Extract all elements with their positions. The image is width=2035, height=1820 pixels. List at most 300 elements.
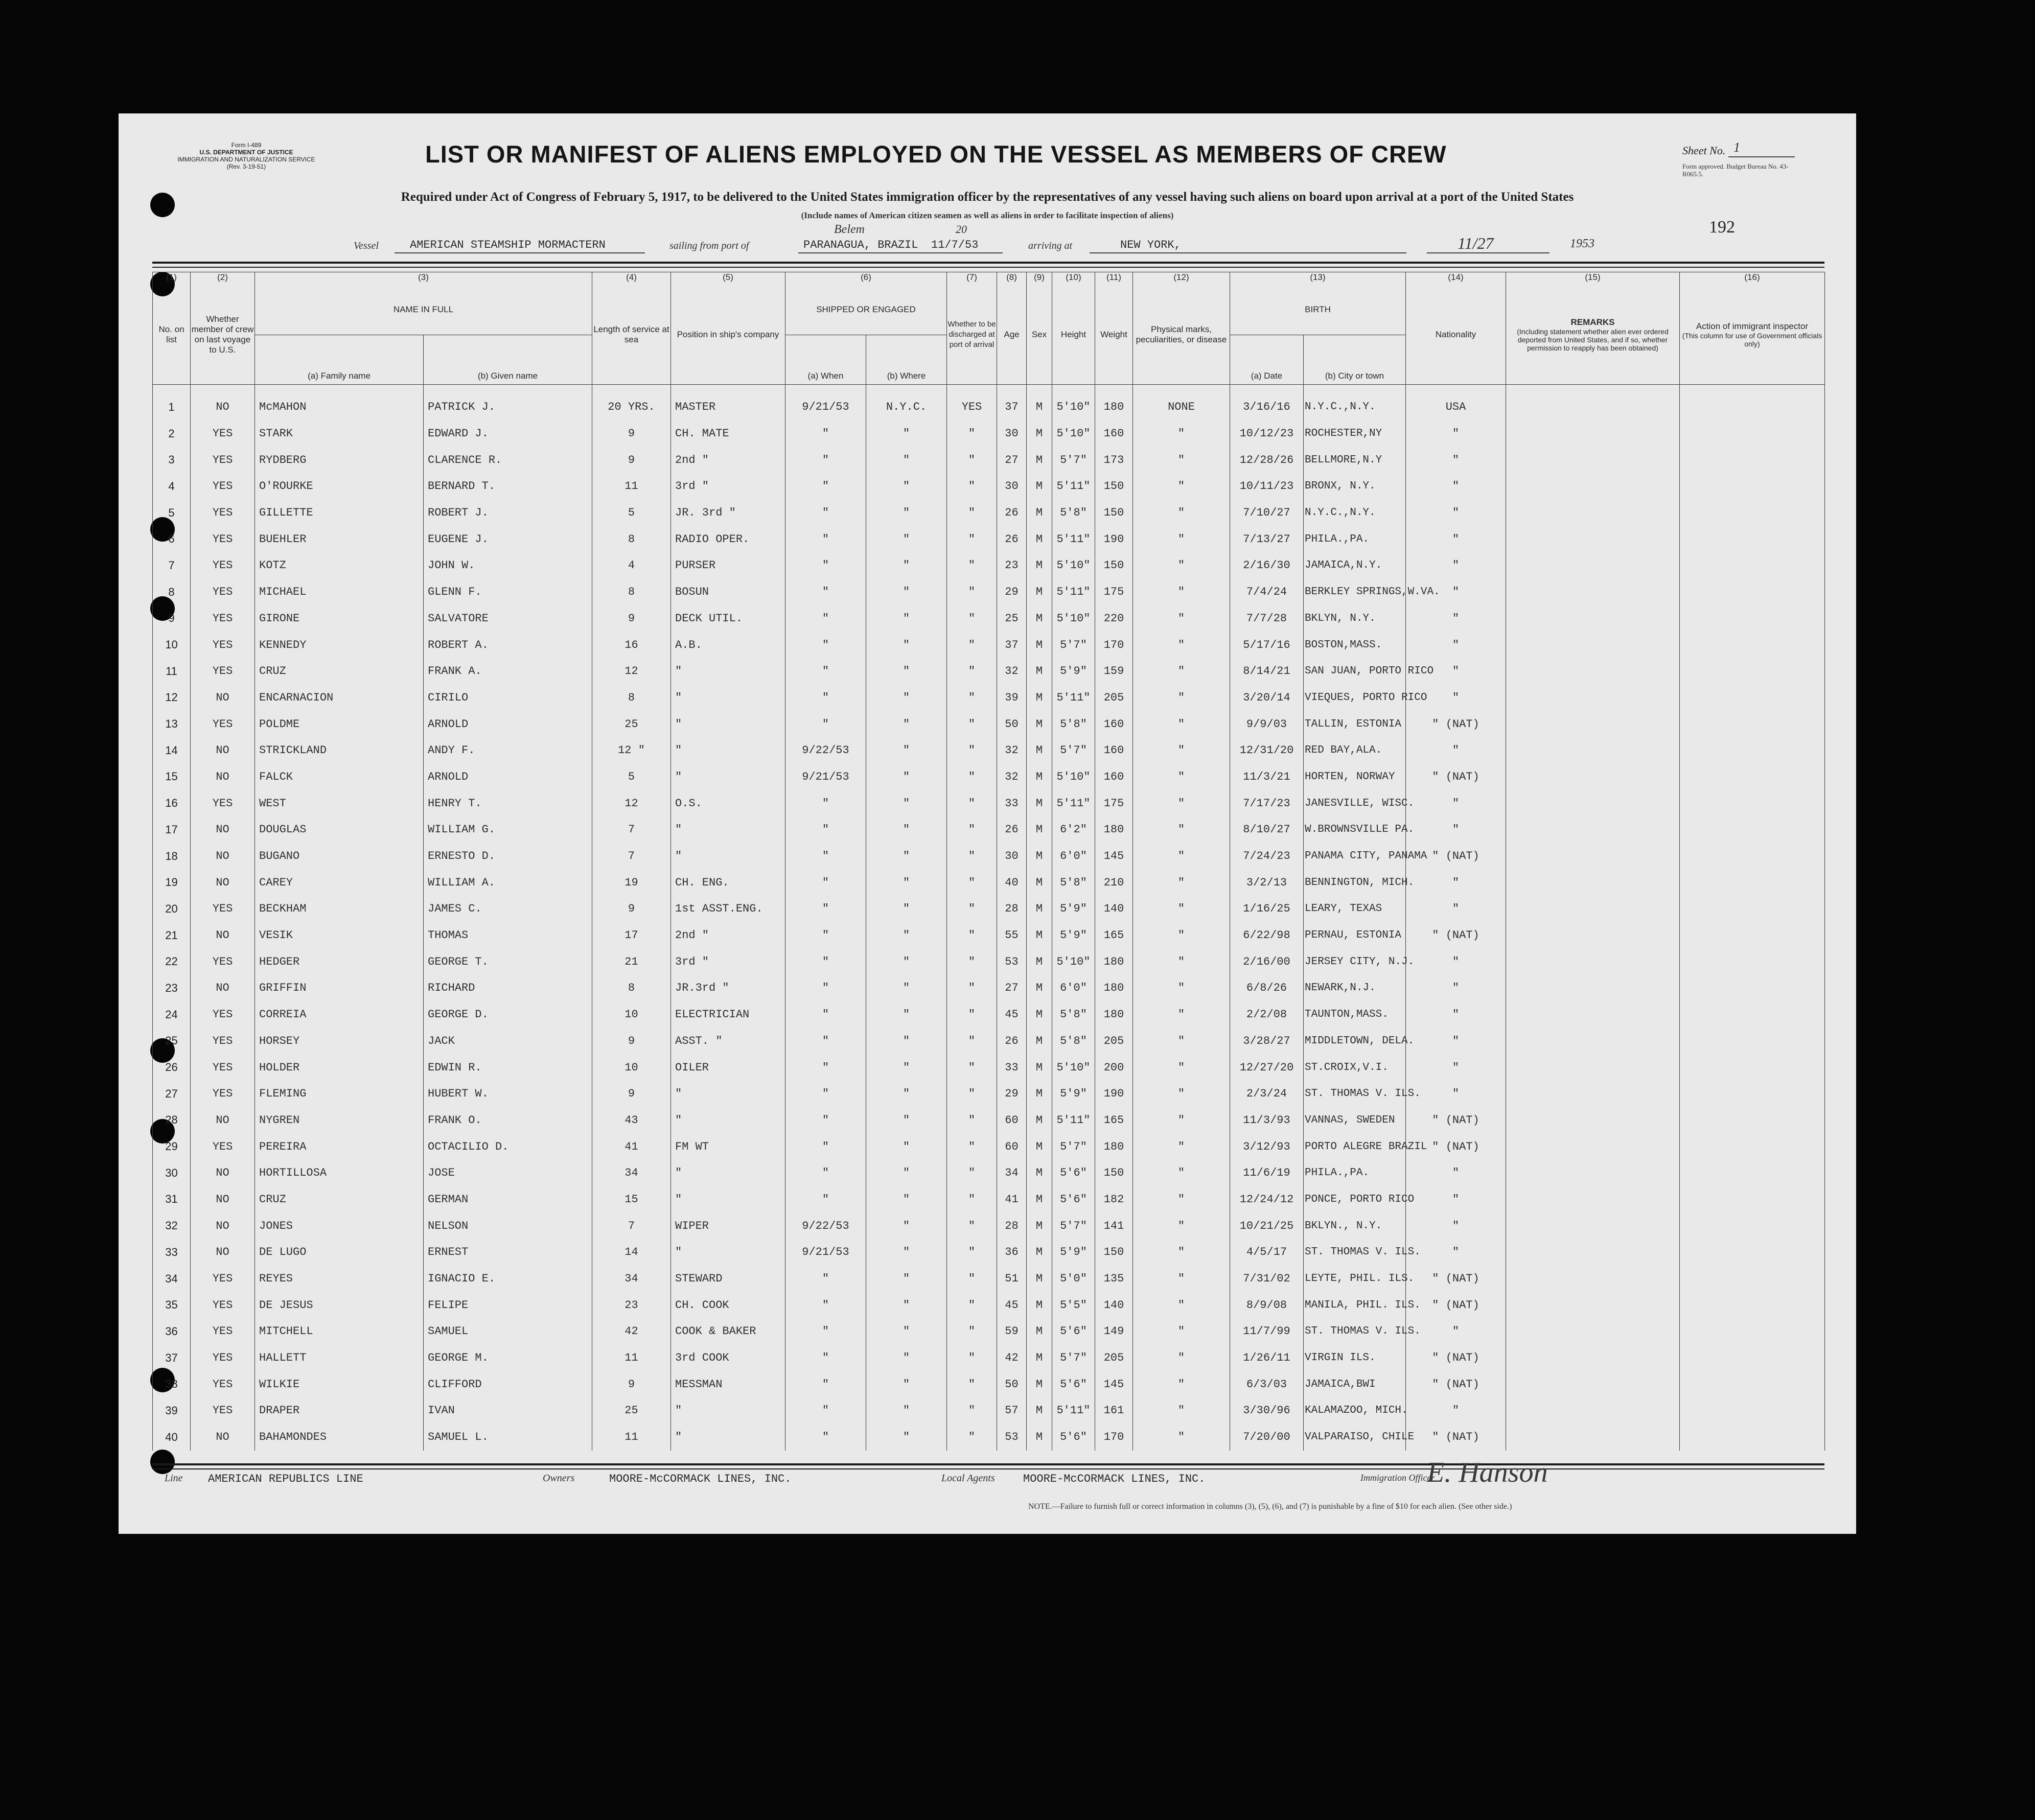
sex: M xyxy=(1027,1266,1052,1292)
family-name: ENCARNACION xyxy=(255,685,424,711)
remarks-cell xyxy=(1506,1266,1680,1292)
row-number: 35 xyxy=(153,1292,191,1318)
service-length: 41 xyxy=(592,1133,671,1160)
physical-marks: " xyxy=(1133,473,1230,500)
crew-row xyxy=(153,1397,1825,1424)
family-name: VESIK xyxy=(255,922,424,949)
shipped-where: " xyxy=(866,1107,947,1134)
age: 39 xyxy=(997,685,1027,711)
given-name: ARNOLD xyxy=(424,711,592,737)
birth-date: 3/20/14 xyxy=(1230,685,1304,711)
weight: 161 xyxy=(1095,1397,1133,1424)
position: 3rd " xyxy=(671,473,785,500)
discharge: " xyxy=(947,1292,997,1318)
prior-voyage: YES xyxy=(191,1133,255,1160)
height: 5'0" xyxy=(1052,1266,1095,1292)
sex: M xyxy=(1027,1239,1052,1266)
discharge: " xyxy=(947,1001,997,1028)
nationality: " xyxy=(1406,473,1506,500)
physical-marks: " xyxy=(1133,447,1230,473)
shipped-when: " xyxy=(785,421,866,447)
nationality: " xyxy=(1406,1397,1506,1424)
age: 29 xyxy=(997,579,1027,605)
row-number: 3 xyxy=(153,447,191,473)
footer-rule-thin xyxy=(152,1468,1824,1469)
service-length: 23 xyxy=(592,1292,671,1318)
birth-place: JANESVILLE, WISC. xyxy=(1304,790,1406,816)
physical-marks: " xyxy=(1133,579,1230,605)
age: 41 xyxy=(997,1186,1027,1213)
nationality: " (NAT) xyxy=(1406,1133,1506,1160)
row-number: 17 xyxy=(153,816,191,843)
service-length: 42 xyxy=(592,1318,671,1345)
header-weight: Weight xyxy=(1095,285,1133,385)
position: OILER xyxy=(671,1054,785,1081)
sex: M xyxy=(1027,1397,1052,1424)
physical-marks: " xyxy=(1133,1345,1230,1371)
row-number: 32 xyxy=(153,1212,191,1239)
col-number: (5) xyxy=(671,272,785,285)
discharge: " xyxy=(947,421,997,447)
prior-voyage: YES xyxy=(191,1081,255,1107)
family-name: O'ROURKE xyxy=(255,473,424,500)
birth-date: 12/28/26 xyxy=(1230,447,1304,473)
inspector-action-cell xyxy=(1680,526,1825,552)
birth-place: SAN JUAN, PORTO RICO xyxy=(1304,658,1406,685)
age: 30 xyxy=(997,473,1027,500)
shipped-where: " xyxy=(866,975,947,1001)
position: DECK UTIL. xyxy=(671,605,785,632)
age: 57 xyxy=(997,1397,1027,1424)
col-number: (4) xyxy=(592,272,671,285)
age: 28 xyxy=(997,896,1027,922)
physical-marks: " xyxy=(1133,1266,1230,1292)
birth-place: KALAMAZOO, MICH. xyxy=(1304,1397,1406,1424)
age: 26 xyxy=(997,816,1027,843)
nationality: " xyxy=(1406,1212,1506,1239)
birth-date: 3/28/27 xyxy=(1230,1028,1304,1055)
sex: M xyxy=(1027,605,1052,632)
weight: 200 xyxy=(1095,1054,1133,1081)
inspector-action-cell xyxy=(1680,1371,1825,1397)
crew-row xyxy=(153,1292,1825,1318)
birth-place: BELLMORE,N.Y xyxy=(1304,447,1406,473)
discharge: " xyxy=(947,764,997,790)
family-name: POLDME xyxy=(255,711,424,737)
position: A.B. xyxy=(671,632,785,658)
prior-voyage: NO xyxy=(191,843,255,870)
physical-marks: " xyxy=(1133,1292,1230,1318)
sheet-number-value: 1 xyxy=(1733,140,1740,155)
physical-marks: " xyxy=(1133,632,1230,658)
weight: 180 xyxy=(1095,1133,1133,1160)
position: 3rd " xyxy=(671,948,785,975)
birth-place: HORTEN, NORWAY xyxy=(1304,764,1406,790)
discharge: " xyxy=(947,552,997,579)
discharge: " xyxy=(947,1186,997,1213)
age: 26 xyxy=(997,526,1027,552)
shipped-when: " xyxy=(785,948,866,975)
family-name: JONES xyxy=(255,1212,424,1239)
position: " xyxy=(671,1160,785,1186)
birth-place: BERKLEY SPRINGS,W.VA. xyxy=(1304,579,1406,605)
prior-voyage: YES xyxy=(191,1318,255,1345)
inspector-action-cell xyxy=(1680,948,1825,975)
birth-date: 7/4/24 xyxy=(1230,579,1304,605)
age: 33 xyxy=(997,1054,1027,1081)
nationality: " (NAT) xyxy=(1406,1345,1506,1371)
service-length: 4 xyxy=(592,552,671,579)
remarks-cell xyxy=(1506,1028,1680,1055)
family-name: KENNEDY xyxy=(255,632,424,658)
shipped-when: " xyxy=(785,685,866,711)
position: 3rd COOK xyxy=(671,1345,785,1371)
position: RADIO OPER. xyxy=(671,526,785,552)
discharge: " xyxy=(947,1081,997,1107)
crew-row xyxy=(153,790,1825,816)
service-length: 8 xyxy=(592,975,671,1001)
row-number: 22 xyxy=(153,948,191,975)
vessel-name: AMERICAN STEAMSHIP MORMACTERN xyxy=(410,239,606,251)
shipped-where: " xyxy=(866,948,947,975)
position: " xyxy=(671,1397,785,1424)
header-no-on-list: No. on list xyxy=(153,285,191,385)
crew-row xyxy=(153,473,1825,500)
row-number: 20 xyxy=(153,896,191,922)
discharge: " xyxy=(947,790,997,816)
weight: 160 xyxy=(1095,737,1133,764)
age: 32 xyxy=(997,764,1027,790)
nationality: " xyxy=(1406,1239,1506,1266)
nationality: " (NAT) xyxy=(1406,1424,1506,1451)
family-name: McMAHON xyxy=(255,385,424,421)
physical-marks: " xyxy=(1133,975,1230,1001)
service-length: 25 xyxy=(592,1397,671,1424)
header-discharged: Whether to be discharged at port of arrival xyxy=(947,285,997,385)
shipped-when: 9/21/53 xyxy=(785,1239,866,1266)
given-name: JOSE xyxy=(424,1160,592,1186)
height: 5'7" xyxy=(1052,737,1095,764)
sex: M xyxy=(1027,1212,1052,1239)
crew-row xyxy=(153,632,1825,658)
row-number: 39 xyxy=(153,1397,191,1424)
sex: M xyxy=(1027,975,1052,1001)
inspector-action-cell xyxy=(1680,975,1825,1001)
shipped-where: " xyxy=(866,1133,947,1160)
birth-date: 5/17/16 xyxy=(1230,632,1304,658)
physical-marks: " xyxy=(1133,658,1230,685)
col-number: (14) xyxy=(1406,272,1506,285)
shipped-where: " xyxy=(866,896,947,922)
remarks-cell xyxy=(1506,1318,1680,1345)
given-name: ERNESTO D. xyxy=(424,843,592,870)
birth-date: 12/27/20 xyxy=(1230,1054,1304,1081)
weight: 140 xyxy=(1095,896,1133,922)
sex: M xyxy=(1027,1186,1052,1213)
shipped-where: " xyxy=(866,711,947,737)
birth-date: 10/21/25 xyxy=(1230,1212,1304,1239)
row-number: 21 xyxy=(153,922,191,949)
position: " xyxy=(671,1239,785,1266)
arrival-year: 1953 xyxy=(1570,237,1594,250)
birth-date: 10/11/23 xyxy=(1230,473,1304,500)
remarks-cell xyxy=(1506,737,1680,764)
birth-place: LEYTE, PHIL. ILS. xyxy=(1304,1266,1406,1292)
sex: M xyxy=(1027,685,1052,711)
family-name: BUEHLER xyxy=(255,526,424,552)
given-name: SAMUEL L. xyxy=(424,1424,592,1451)
physical-marks: " xyxy=(1133,843,1230,870)
form-title: LIST OR MANIFEST OF ALIENS EMPLOYED ON THE VESSEL AS MEMBERS OF CREW xyxy=(425,141,1447,168)
age: 36 xyxy=(997,1239,1027,1266)
birth-date: 2/3/24 xyxy=(1230,1081,1304,1107)
service-length: 7 xyxy=(592,843,671,870)
position: O.S. xyxy=(671,790,785,816)
shipped-where: " xyxy=(866,552,947,579)
physical-marks: " xyxy=(1133,1318,1230,1345)
weight: 160 xyxy=(1095,421,1133,447)
age: 53 xyxy=(997,1424,1027,1451)
prior-voyage: NO xyxy=(191,385,255,421)
age: 27 xyxy=(997,975,1027,1001)
birth-place: N.Y.C.,N.Y. xyxy=(1304,385,1406,421)
prior-voyage: YES xyxy=(191,605,255,632)
prior-voyage: NO xyxy=(191,869,255,896)
sex: M xyxy=(1027,447,1052,473)
birth-date: 11/7/99 xyxy=(1230,1318,1304,1345)
crew-row xyxy=(153,896,1825,922)
shipped-when: " xyxy=(785,658,866,685)
prior-voyage: NO xyxy=(191,764,255,790)
height: 5'10" xyxy=(1052,1054,1095,1081)
discharge: " xyxy=(947,843,997,870)
age: 59 xyxy=(997,1318,1027,1345)
weight: 170 xyxy=(1095,1424,1133,1451)
height: 5'10" xyxy=(1052,605,1095,632)
line-label: Line xyxy=(165,1473,183,1484)
family-name: HALLETT xyxy=(255,1345,424,1371)
inspector-action-cell xyxy=(1680,869,1825,896)
weight: 165 xyxy=(1095,1107,1133,1134)
discharge: " xyxy=(947,632,997,658)
row-number: 30 xyxy=(153,1160,191,1186)
physical-marks: " xyxy=(1133,1212,1230,1239)
owners-value: MOORE-McCORMACK LINES, INC. xyxy=(609,1473,792,1485)
physical-marks: " xyxy=(1133,1371,1230,1397)
sex: M xyxy=(1027,790,1052,816)
sex: M xyxy=(1027,552,1052,579)
remarks-cell xyxy=(1506,975,1680,1001)
discharge: " xyxy=(947,896,997,922)
prior-voyage: YES xyxy=(191,1054,255,1081)
height: 5'6" xyxy=(1052,1424,1095,1451)
weight: 165 xyxy=(1095,922,1133,949)
birth-place: ST. THOMAS V. ILS. xyxy=(1304,1239,1406,1266)
family-name: WEST xyxy=(255,790,424,816)
header-birth: BIRTH xyxy=(1230,285,1406,335)
remarks-cell xyxy=(1506,1212,1680,1239)
family-name: CORREIA xyxy=(255,1001,424,1028)
given-name: CIRILO xyxy=(424,685,592,711)
height: 5'6" xyxy=(1052,1186,1095,1213)
given-name: SALVATORE xyxy=(424,605,592,632)
shipped-when: " xyxy=(785,790,866,816)
prior-voyage: YES xyxy=(191,1001,255,1028)
height: 5'6" xyxy=(1052,1160,1095,1186)
col-number: (16) xyxy=(1680,272,1825,285)
position: MASTER xyxy=(671,385,785,421)
birth-date: 12/24/12 xyxy=(1230,1186,1304,1213)
inspector-action-cell xyxy=(1680,790,1825,816)
service-length: 7 xyxy=(592,816,671,843)
prior-voyage: YES xyxy=(191,526,255,552)
physical-marks: " xyxy=(1133,869,1230,896)
header-nationality: Nationality xyxy=(1406,285,1506,385)
col-number: (7) xyxy=(947,272,997,285)
row-number: 8 xyxy=(153,579,191,605)
remarks-cell xyxy=(1506,632,1680,658)
sex: M xyxy=(1027,1028,1052,1055)
weight: 180 xyxy=(1095,385,1133,421)
family-name: HOLDER xyxy=(255,1054,424,1081)
remarks-cell xyxy=(1506,896,1680,922)
crew-row xyxy=(153,1081,1825,1107)
nationality: " xyxy=(1406,816,1506,843)
inspector-action-cell xyxy=(1680,605,1825,632)
row-number: 26 xyxy=(153,1054,191,1081)
nationality: " xyxy=(1406,975,1506,1001)
service-length: 17 xyxy=(592,922,671,949)
sex: M xyxy=(1027,1292,1052,1318)
sex: M xyxy=(1027,473,1052,500)
page-number: 192 xyxy=(1709,218,1735,237)
crew-row xyxy=(153,1212,1825,1239)
shipped-when: " xyxy=(785,1001,866,1028)
weight: 190 xyxy=(1095,1081,1133,1107)
shipped-when: " xyxy=(785,1397,866,1424)
remarks-cell xyxy=(1506,790,1680,816)
physical-marks: " xyxy=(1133,1186,1230,1213)
remarks-cell xyxy=(1506,579,1680,605)
service-length: 8 xyxy=(592,526,671,552)
height: 5'8" xyxy=(1052,711,1095,737)
physical-marks: " xyxy=(1133,711,1230,737)
crew-row xyxy=(153,948,1825,975)
height: 5'6" xyxy=(1052,1371,1095,1397)
service-length: 7 xyxy=(592,1212,671,1239)
given-name: GEORGE M. xyxy=(424,1345,592,1371)
height: 6'0" xyxy=(1052,843,1095,870)
given-name: FRANK A. xyxy=(424,658,592,685)
birth-place: BRONX, N.Y. xyxy=(1304,473,1406,500)
service-length: 9 xyxy=(592,1081,671,1107)
row-number: 13 xyxy=(153,711,191,737)
weight: 180 xyxy=(1095,1001,1133,1028)
physical-marks: " xyxy=(1133,737,1230,764)
shipped-when: 9/22/53 xyxy=(785,737,866,764)
physical-marks: " xyxy=(1133,816,1230,843)
header-name-in-full: NAME IN FULL xyxy=(255,285,592,335)
remarks-cell xyxy=(1506,526,1680,552)
sex: M xyxy=(1027,948,1052,975)
birth-date: 7/13/27 xyxy=(1230,526,1304,552)
family-name: GILLETTE xyxy=(255,500,424,526)
service-length: 9 xyxy=(592,1371,671,1397)
header-rule-thin xyxy=(152,267,1824,268)
weight: 180 xyxy=(1095,816,1133,843)
family-name: HORTILLOSA xyxy=(255,1160,424,1186)
row-number: 7 xyxy=(153,552,191,579)
service-length: 9 xyxy=(592,421,671,447)
birth-place: VANNAS, SWEDEN xyxy=(1304,1107,1406,1134)
prior-voyage: NO xyxy=(191,1239,255,1266)
crew-row xyxy=(153,1345,1825,1371)
birth-place: BKLYN, N.Y. xyxy=(1304,605,1406,632)
shipped-where: " xyxy=(866,1081,947,1107)
discharge: " xyxy=(947,975,997,1001)
birth-date: 3/2/13 xyxy=(1230,869,1304,896)
inspector-action-cell xyxy=(1680,1345,1825,1371)
shipped-when: " xyxy=(785,922,866,949)
remarks-cell xyxy=(1506,948,1680,975)
position: 2nd " xyxy=(671,922,785,949)
nationality: USA xyxy=(1406,385,1506,421)
crew-rows xyxy=(153,385,1825,1451)
nationality: " xyxy=(1406,552,1506,579)
header-shipped-where: (b) Where xyxy=(866,335,947,385)
col-number: (8) xyxy=(997,272,1027,285)
given-name: CLARENCE R. xyxy=(424,447,592,473)
weight: 159 xyxy=(1095,658,1133,685)
discharge: " xyxy=(947,1107,997,1134)
birth-place: PANAMA CITY, PANAMA xyxy=(1304,843,1406,870)
position: " xyxy=(671,737,785,764)
discharge: " xyxy=(947,1212,997,1239)
shipped-where: " xyxy=(866,1371,947,1397)
birth-date: 11/3/21 xyxy=(1230,764,1304,790)
physical-marks: " xyxy=(1133,1239,1230,1266)
shipped-where: " xyxy=(866,737,947,764)
prior-voyage: NO xyxy=(191,737,255,764)
birth-place: ROCHESTER,NY xyxy=(1304,421,1406,447)
sex: M xyxy=(1027,1081,1052,1107)
height: 5'11" xyxy=(1052,1107,1095,1134)
weight: 205 xyxy=(1095,1345,1133,1371)
birth-date: 1/26/11 xyxy=(1230,1345,1304,1371)
include-note: (Include names of American citizen seamen as well as aliens in order to facilitate inspection of aliens) xyxy=(801,211,1174,220)
remarks-cell xyxy=(1506,500,1680,526)
height: 5'8" xyxy=(1052,500,1095,526)
remarks-cell xyxy=(1506,1186,1680,1213)
given-name: FELIPE xyxy=(424,1292,592,1318)
shipped-where: " xyxy=(866,500,947,526)
discharge: " xyxy=(947,1028,997,1055)
age: 45 xyxy=(997,1001,1027,1028)
arrival-date: 11/27 xyxy=(1458,234,1494,252)
prior-voyage: YES xyxy=(191,473,255,500)
birth-place: TAUNTON,MASS. xyxy=(1304,1001,1406,1028)
nationality: " xyxy=(1406,685,1506,711)
physical-marks: " xyxy=(1133,526,1230,552)
family-name: BECKHAM xyxy=(255,896,424,922)
crew-row xyxy=(153,1054,1825,1081)
agents-value: MOORE-McCORMACK LINES, INC. xyxy=(1023,1473,1206,1485)
remarks-cell xyxy=(1506,816,1680,843)
crew-row xyxy=(153,1424,1825,1451)
physical-marks: " xyxy=(1133,790,1230,816)
inspector-action-cell xyxy=(1680,1081,1825,1107)
crew-row xyxy=(153,685,1825,711)
